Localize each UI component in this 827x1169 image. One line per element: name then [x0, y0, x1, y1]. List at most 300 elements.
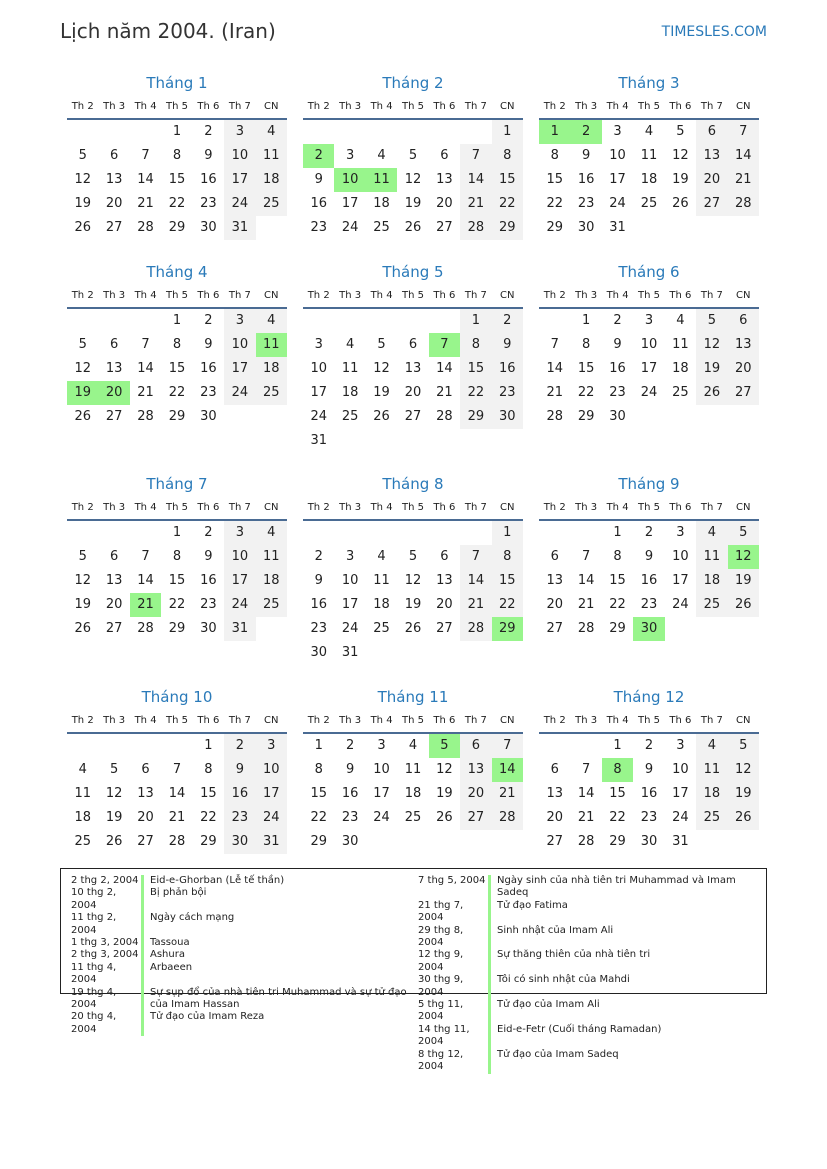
weekday-header [67, 710, 287, 734]
day-cell: 7 [141, 549, 150, 564]
month-title: Tháng 12 [613, 688, 685, 706]
legend-date: 1 thg 3, 2004 [71, 937, 139, 949]
day-cell: 4 [256, 309, 287, 333]
day-cell: 19 [404, 597, 422, 612]
empty-cell [98, 521, 129, 545]
holiday-marker [488, 974, 491, 999]
day-cell: 21 [137, 196, 154, 211]
day-cell: 13 [546, 573, 563, 588]
holiday-marker [488, 875, 491, 900]
legend-item [418, 949, 763, 974]
day-cell: 19 [436, 786, 453, 801]
day-cell: 29 [168, 409, 186, 424]
day-cell: 15 [168, 573, 186, 588]
holiday-marker [488, 925, 491, 950]
day-cell: 7 [581, 762, 591, 777]
day-cell: 21 [460, 192, 491, 216]
day-cell: 26 [373, 409, 390, 424]
day-cell: 30 [609, 409, 626, 424]
day-cell: 20 [105, 196, 123, 211]
day-cell: 10 [224, 545, 255, 569]
day-cell: 3 [224, 120, 255, 144]
day-cell: 28 [577, 834, 595, 849]
day-cell: 25 [373, 621, 390, 636]
holiday-day-cell: 1 [539, 120, 570, 144]
legend-column-right [418, 875, 763, 1074]
day-cell: 24 [672, 597, 689, 612]
day-cell: 27 [696, 192, 727, 216]
site-link[interactable]: TIMESLES.COM [661, 24, 767, 40]
day-cell: 23 [492, 381, 523, 405]
day-cell: 5 [696, 309, 727, 333]
weekday-label: Th 4 [606, 290, 629, 301]
legend-name: Tassoua [150, 937, 190, 949]
weekday-label: Th 3 [339, 715, 362, 726]
day-grid [303, 521, 523, 665]
holiday-day-cell: 19 [67, 381, 98, 405]
holiday-marker [141, 949, 144, 961]
day-cell: 11 [640, 148, 658, 163]
holiday-day-cell: 8 [602, 758, 633, 782]
day-cell: 24 [341, 621, 359, 636]
month-3 [539, 70, 759, 240]
day-cell: 5 [377, 337, 386, 352]
holiday-marker [141, 875, 144, 887]
weekday-label: Th 7 [228, 101, 251, 112]
month-title: Tháng 2 [382, 74, 444, 92]
legend-date: 19 thg 4, 2004 [71, 986, 117, 1011]
legend-name: Sinh nhật của Imam Ali [497, 924, 614, 936]
holiday-day-cell: 5 [429, 734, 460, 758]
holiday-marker [488, 999, 491, 1024]
empty-cell [161, 734, 192, 758]
weekday-header [539, 285, 759, 309]
day-cell: 23 [224, 806, 255, 830]
day-cell: 29 [168, 220, 186, 235]
holiday-marker [488, 1024, 491, 1049]
day-cell: 16 [640, 573, 658, 588]
day-cell: 28 [137, 220, 154, 235]
day-cell: 27 [546, 621, 563, 636]
day-cell: 3 [377, 738, 386, 753]
weekday-header [67, 497, 287, 521]
legend-item [418, 1024, 763, 1049]
day-cell: 3 [345, 549, 355, 564]
day-cell: 4 [408, 738, 418, 753]
day-cell: 6 [696, 120, 727, 144]
weekday-label: CN [500, 101, 515, 112]
day-cell: 2 [644, 738, 654, 753]
day-cell: 17 [341, 597, 359, 612]
day-cell: 15 [577, 361, 595, 376]
day-cell: 30 [310, 645, 327, 660]
weekday-label: Th 6 [433, 502, 456, 513]
day-cell: 9 [644, 549, 654, 564]
empty-cell [67, 120, 98, 144]
day-cell: 21 [728, 168, 759, 192]
empty-cell [539, 309, 570, 333]
day-cell: 8 [492, 144, 523, 168]
weekday-label: Th 3 [575, 101, 598, 112]
weekday-header [303, 285, 523, 309]
day-cell: 5 [78, 148, 87, 163]
empty-cell [429, 120, 460, 144]
day-cell: 4 [377, 148, 386, 163]
legend-name: Eid-e-Fetr (Cuối tháng Ramadan) [497, 1023, 662, 1035]
day-cell: 14 [546, 361, 563, 376]
holiday-day-cell: 30 [633, 617, 664, 641]
day-cell: 7 [492, 734, 523, 758]
day-cell: 24 [224, 192, 255, 216]
weekday-header [539, 497, 759, 521]
weekday-label: Th 4 [134, 502, 157, 513]
weekday-header [67, 96, 287, 120]
day-cell: 22 [492, 593, 523, 617]
weekday-label: Th 3 [575, 502, 598, 513]
holiday-marker [141, 987, 144, 1012]
day-cell: 21 [137, 385, 154, 400]
weekday-header [303, 710, 523, 734]
day-cell: 9 [644, 762, 654, 777]
day-cell: 13 [436, 172, 453, 187]
day-cell: 17 [224, 569, 255, 593]
day-cell: 15 [492, 168, 523, 192]
weekday-label: Th 7 [464, 290, 487, 301]
weekday-label: Th 5 [165, 502, 188, 513]
empty-cell [130, 734, 161, 758]
day-cell: 11 [404, 762, 422, 777]
day-cell: 23 [640, 810, 658, 825]
weekday-label: Th 5 [401, 715, 424, 726]
day-cell: 25 [256, 381, 287, 405]
day-cell: 13 [137, 786, 154, 801]
empty-cell [460, 521, 491, 545]
weekday-label: Th 5 [401, 502, 424, 513]
weekday-label: Th 4 [606, 101, 629, 112]
day-cell: 14 [137, 172, 154, 187]
day-cell: 10 [609, 148, 626, 163]
holiday-day-cell: 2 [570, 120, 601, 144]
weekday-label: Th 5 [637, 101, 660, 112]
day-cell: 27 [436, 220, 453, 235]
legend-date: 30 thg 9, 2004 [418, 974, 464, 998]
day-cell: 8 [204, 762, 213, 777]
legend-item [71, 949, 411, 961]
page-title: Lịch năm 2004. (Iran) [60, 19, 276, 43]
legend-date: 11 thg 4, 2004 [71, 961, 117, 986]
day-cell: 30 [640, 834, 658, 849]
legend-item [418, 974, 763, 999]
day-cell: 18 [404, 786, 422, 801]
day-cell: 14 [168, 786, 186, 801]
day-cell: 6 [408, 337, 418, 352]
day-grid [67, 521, 287, 641]
weekday-label: Th 5 [637, 715, 660, 726]
day-cell: 24 [341, 220, 359, 235]
day-cell: 16 [200, 172, 217, 187]
day-cell: 26 [404, 220, 422, 235]
day-cell: 27 [105, 409, 123, 424]
weekday-label: Th 3 [575, 290, 598, 301]
legend-name: Tử đạo của Imam Sadeq [497, 1048, 619, 1060]
day-cell: 12 [672, 148, 689, 163]
day-cell: 17 [256, 782, 287, 806]
holiday-marker [141, 1011, 144, 1036]
day-cell: 10 [256, 758, 287, 782]
day-cell: 8 [314, 762, 323, 777]
day-cell: 4 [696, 734, 727, 758]
weekday-label: Th 3 [103, 502, 126, 513]
day-cell: 29 [546, 220, 563, 235]
weekday-label: Th 5 [165, 715, 188, 726]
weekday-label: Th 3 [103, 101, 126, 112]
legend-date: 7 thg 5, 2004 [418, 875, 486, 886]
day-cell: 29 [168, 621, 186, 636]
day-cell: 28 [168, 834, 186, 849]
day-cell: 25 [672, 385, 689, 400]
day-cell: 28 [728, 192, 759, 216]
day-cell: 8 [550, 148, 559, 163]
legend-name: Sự thăng thiên của nhà tiên tri [497, 949, 651, 961]
legend-column-left [71, 875, 411, 1036]
weekday-label: Th 4 [370, 101, 393, 112]
day-cell: 27 [404, 409, 422, 424]
day-cell: 6 [550, 762, 559, 777]
weekday-label: Th 6 [669, 715, 692, 726]
weekday-label: Th 7 [228, 502, 251, 513]
weekday-label: Th 2 [543, 502, 566, 513]
day-cell: 14 [577, 786, 595, 801]
day-cell: 9 [314, 172, 323, 187]
legend-name: Ashura [150, 949, 185, 961]
day-cell: 5 [109, 762, 119, 777]
weekday-label: CN [736, 101, 751, 112]
legend-date: 2 thg 2, 2004 [71, 875, 139, 886]
day-cell: 1 [314, 738, 323, 753]
month-title: Tháng 8 [382, 475, 444, 493]
day-cell: 9 [204, 148, 213, 163]
day-cell: 5 [728, 521, 759, 545]
day-cell: 2 [644, 525, 654, 540]
weekday-label: CN [500, 290, 515, 301]
day-cell: 9 [204, 549, 213, 564]
day-cell: 3 [644, 313, 654, 328]
empty-cell [130, 120, 161, 144]
day-cell: 26 [74, 621, 91, 636]
legend-date: 8 thg 12, 2004 [418, 1048, 464, 1073]
day-cell: 18 [640, 172, 658, 187]
legend-date: 12 thg 9, 2004 [418, 949, 464, 973]
weekday-label: Th 2 [543, 290, 566, 301]
legend-name: Ngày cách mạng [150, 912, 235, 924]
weekday-label: Th 6 [433, 101, 456, 112]
weekday-label: Th 2 [307, 101, 330, 112]
day-cell: 1 [492, 120, 523, 144]
day-cell: 21 [436, 385, 453, 400]
empty-cell [429, 309, 460, 333]
day-cell: 31 [341, 645, 359, 660]
weekday-label: Th 7 [700, 502, 723, 513]
holiday-marker [488, 900, 491, 925]
weekday-label: Th 4 [370, 715, 393, 726]
day-cell: 28 [436, 409, 453, 424]
day-cell: 1 [613, 738, 622, 753]
day-cell: 8 [581, 337, 591, 352]
legend-date: 2 thg 3, 2004 [71, 949, 139, 961]
day-cell: 17 [224, 168, 255, 192]
day-cell: 22 [460, 381, 491, 405]
day-cell: 8 [492, 545, 523, 569]
day-cell: 3 [676, 525, 685, 540]
empty-cell [366, 120, 397, 144]
day-cell: 19 [728, 569, 759, 593]
weekday-label: Th 3 [103, 715, 126, 726]
day-cell: 28 [546, 409, 563, 424]
weekday-label: Th 2 [307, 715, 330, 726]
weekday-label: Th 3 [339, 502, 362, 513]
day-cell: 22 [168, 385, 186, 400]
day-cell: 29 [609, 621, 626, 636]
day-cell: 8 [172, 337, 182, 352]
day-cell: 2 [224, 734, 255, 758]
day-cell: 23 [609, 385, 626, 400]
day-cell: 31 [609, 220, 626, 235]
day-cell: 2 [613, 313, 622, 328]
day-cell: 9 [224, 758, 255, 782]
day-cell: 2 [204, 313, 213, 328]
legend-name: Tử đạo của Imam Ali [497, 999, 600, 1011]
holiday-day-cell: 20 [98, 381, 129, 405]
month-12 [539, 684, 759, 854]
day-cell: 12 [105, 786, 123, 801]
day-cell: 15 [609, 786, 626, 801]
empty-cell [460, 120, 491, 144]
weekday-label: Th 2 [543, 101, 566, 112]
holiday-marker [488, 949, 491, 974]
day-cell: 18 [696, 782, 727, 806]
legend-item [71, 962, 411, 987]
legend-item [71, 937, 411, 949]
day-cell: 3 [676, 738, 685, 753]
day-cell: 9 [314, 573, 323, 588]
day-cell: 4 [377, 549, 386, 564]
day-cell: 15 [168, 172, 186, 187]
day-cell: 4 [676, 313, 685, 328]
weekday-label: Th 6 [669, 101, 692, 112]
day-cell: 16 [492, 357, 523, 381]
day-cell: 28 [492, 806, 523, 830]
day-cell: 21 [168, 810, 186, 825]
day-cell: 16 [200, 361, 217, 376]
day-cell: 7 [141, 148, 150, 163]
weekday-label: Th 4 [134, 101, 157, 112]
day-cell: 13 [696, 144, 727, 168]
weekday-label: Th 6 [433, 715, 456, 726]
day-cell: 14 [728, 144, 759, 168]
legend-item [418, 900, 763, 925]
day-cell: 30 [200, 220, 217, 235]
day-cell: 17 [310, 385, 327, 400]
empty-cell [539, 521, 570, 545]
legend-date: 14 thg 11, 2004 [418, 1023, 470, 1048]
day-cell: 21 [577, 810, 595, 825]
day-cell: 18 [672, 361, 689, 376]
month-title: Tháng 1 [146, 74, 208, 92]
day-cell: 19 [672, 172, 689, 187]
day-cell: 12 [436, 762, 453, 777]
day-cell: 10 [224, 333, 255, 357]
day-cell: 18 [74, 810, 91, 825]
day-cell: 24 [672, 810, 689, 825]
day-grid [67, 309, 287, 429]
day-cell: 28 [137, 409, 154, 424]
weekday-label: CN [264, 502, 279, 513]
weekday-label: Th 6 [433, 290, 456, 301]
weekday-label: Th 6 [197, 502, 220, 513]
month-title: Tháng 11 [377, 688, 449, 706]
day-cell: 22 [577, 385, 595, 400]
empty-cell [397, 521, 428, 545]
weekday-label: Th 2 [71, 715, 94, 726]
weekday-label: Th 3 [575, 715, 598, 726]
month-4 [67, 259, 287, 429]
day-cell: 15 [492, 569, 523, 593]
weekday-label: Th 4 [370, 290, 393, 301]
day-cell: 29 [460, 405, 491, 429]
empty-cell [429, 521, 460, 545]
day-cell: 23 [200, 597, 217, 612]
day-cell: 19 [373, 385, 390, 400]
day-cell: 10 [373, 762, 390, 777]
day-cell: 9 [204, 337, 213, 352]
day-cell: 26 [74, 409, 91, 424]
day-cell: 1 [613, 525, 622, 540]
weekday-label: CN [264, 715, 279, 726]
legend-item [418, 999, 763, 1024]
day-cell: 28 [577, 621, 595, 636]
month-8 [303, 471, 523, 665]
holiday-day-cell: 29 [492, 617, 523, 641]
empty-cell [303, 309, 334, 333]
holiday-day-cell: 2 [303, 144, 334, 168]
weekday-label: Th 4 [134, 715, 157, 726]
weekday-label: Th 3 [103, 290, 126, 301]
day-cell: 7 [172, 762, 182, 777]
day-cell: 13 [105, 361, 123, 376]
day-cell: 1 [581, 313, 591, 328]
legend-item [418, 875, 763, 900]
day-cell: 6 [440, 148, 449, 163]
day-cell: 20 [546, 810, 563, 825]
weekday-label: Th 2 [307, 502, 330, 513]
day-grid [539, 734, 759, 854]
day-cell: 1 [172, 124, 182, 139]
day-cell: 13 [460, 758, 491, 782]
day-cell: 11 [373, 573, 390, 588]
day-cell: 29 [577, 409, 595, 424]
day-cell: 11 [672, 337, 689, 352]
day-cell: 25 [696, 593, 727, 617]
day-cell: 8 [613, 549, 622, 564]
holiday-marker [141, 962, 144, 987]
month-10 [67, 684, 287, 854]
day-cell: 18 [696, 569, 727, 593]
weekday-label: Th 6 [197, 715, 220, 726]
day-cell: 12 [404, 172, 422, 187]
day-cell: 6 [109, 337, 119, 352]
day-cell: 22 [168, 196, 186, 211]
legend-date: 29 thg 8, 2004 [418, 924, 464, 949]
